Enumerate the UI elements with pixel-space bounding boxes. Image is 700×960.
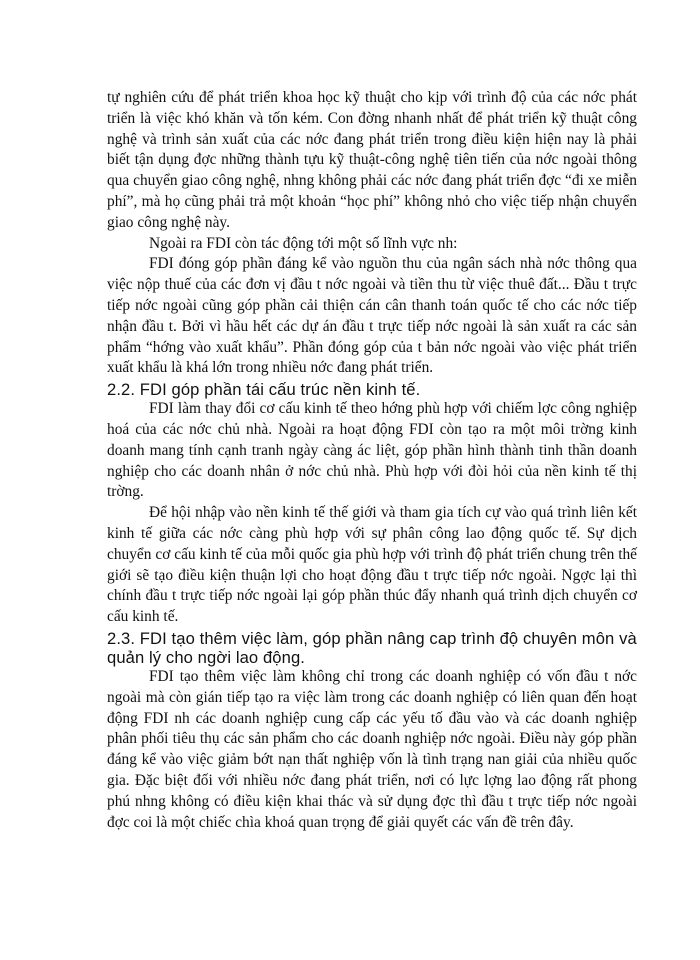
section-heading-2-2: 2.2. FDI góp phần tái cấu trúc nền kinh tế. [107,380,421,400]
document-body [107,88,637,833]
paragraph-employment: FDI tạo thêm việc làm không chỉ trong các doanh nghiệp có vốn đầu t nớc ngoài mà còn gián tiếp tạo ra việc làm trong các doanh nghiệp có liên quan đến hoạt động FDI nh các doanh nghiệp cung cấp các yếu tố đầu vào và các doanh nghiệp phân phối tiêu thụ các sản phẩm cho các doanh nghiệp nớc ngoài. Điều này góp phần đáng kể vào việc giảm bớt nạn thất nghiệp vốn là tình trạng nan giải của nhiều quốc gia. Đặc biệt đối với nhiều nớc đang phát triển, nơi có lực lợng lao động rất phong phú nhng không có điều kiện khai thác và sử dụng đợc thì đầu t trực tiếp nớc ngoài đợc coi là một chiếc chìa khoá quan trọng để giải quyết các vấn đề trên đây. [107,667,637,831]
paragraph-economic-restructuring: FDI làm thay đổi cơ cấu kinh tế theo hớng phù hợp với chiếm lợc công nghiệp hoá của các nớc chủ nhà. Ngoài ra hoạt động FDI còn tạo ra một môi trờng kinh doanh mang tính cạnh tranh ngày càng ác liệt, góp phần hình thành tinh thần doanh nghiệp cho các doanh nhân ở nớc chủ nhà. Phù hợp với đòi hỏi của nền kinh tế thị trờng. [107,400,637,501]
paragraph-other-impacts-intro: Ngoài ra FDI còn tác động tới một số lĩnh vực nh: [149,234,458,252]
paragraph-economic-integration: Để hội nhập vào nền kinh tế thế giới và tham gia tích cự vào quá trình liên kết kinh tế giữa các nớc càng phù hợp với sự phân công lao động quốc tế. Sự dịch chuyển cơ cấu kinh tế của mỗi quốc gia phù hợp với trình độ phát triển chung trên thế giới sẽ tạo điều kiện thuận lợi cho hoạt động đầu t trực tiếp nớc ngoài. Ngợc lại thì chính đầu t trực tiếp nớc ngoài lại góp phần thúc đẩy nhanh quá trình dịch chuyển cơ cấu kinh tế. [107,504,637,626]
paragraph-budget-contribution: FDI đóng góp phần đáng kể vào nguồn thu của ngân sách nhà nớc thông qua việc nộp thuế của các đơn vị đầu t nớc ngoài và tiền thu từ việc thuê đất... Đầu t trực tiếp nớc ngoài cũng góp phần cải thiện cán cân thanh toán quốc tế cho các nớc tiếp nhận đầu t. Bởi vì hầu hết các dự án đầu t trực tiếp nớc ngoài là sản xuất ra các sản phẩm “hớng vào xuất khẩu”. Phần đóng góp của t bản nớc ngoài vào việc phát triển xuất khẩu là khá lớn trong nhiều nớc đang phát triển. [107,255,637,377]
section-heading-2-3: 2.3. FDI tạo thêm việc làm, góp phần nâng cap trình độ chuyên môn và quản lý cho ngời lao động. [107,628,637,667]
paragraph-technology-transfer: tự nghiên cứu để phát triển khoa học kỹ thuật cho kịp với trình độ của các nớc phát triển là việc khó khăn và tốn kém. Con đờng nhanh nhất để phát triển kỹ thuật công nghệ và trình sản xuất của các nớc đang phát triển trong điều kiện hiện nay là phải biết tận dụng đợc những thành tựu kỹ thuật-công nghệ tiên tiến của nớc ngoài thông qua chuyển giao công nghệ, nhng không phải các nớc đang phát triển đợc “đi xe miễn phí”, mà họ cũng phải trả một khoản “học phí” không nhỏ cho việc tiếp nhận chuyển giao công nghệ này. [107,89,637,231]
